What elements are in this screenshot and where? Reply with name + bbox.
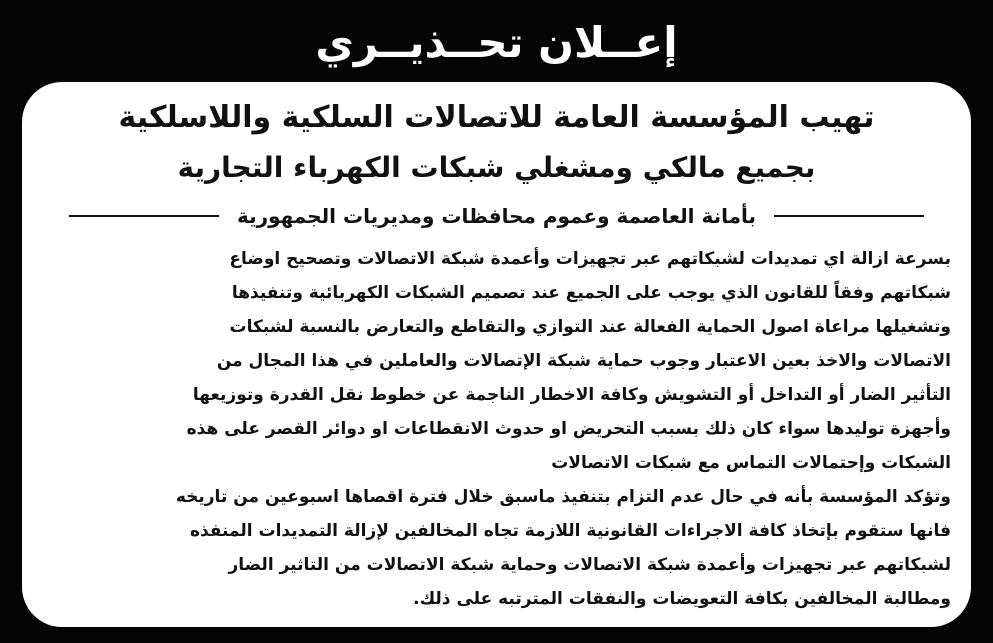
left-rule: [69, 215, 219, 217]
body-line-10: لشبكاتهم عبر تجهيزات وأعمدة شبكة الاتصالات وحماية شبكة الاتصالات من التاثير الضار: [228, 555, 951, 575]
body-line-11: ومطالبة المخالفين بكافة التعويضات والنفقات المترتبه على ذلك.: [413, 589, 951, 609]
heading-line-1: تهيب المؤسسة العامة للاتصالات السلكية واللاسلكية: [118, 100, 875, 135]
body-line-3: وتشغيلها مراعاة اصول الحماية الفعالة عند التوازي والتقاطع والتعارض بالنسبة لشبكات: [229, 317, 951, 337]
body-line-9: فانها ستقوم بإتخاذ كافة الاجراءات القانونية اللازمة تجاه المخالفين لإزالة التمديدات المنفذه: [189, 521, 951, 541]
body-line-1: بسرعة ازالة اي تمديدات لشبكاتهم عبر تجهيزات وأعمدة شبكة الاتصالات وتصحيح اوضاع: [229, 249, 951, 269]
body-line-6: وأجهزة توليدها سواء كان ذلك بسبب التحريض او حدوث الانقطاعات او دوائر القصر على هذه: [186, 419, 951, 439]
subheading-row: [52, 198, 941, 234]
body-line-7: الشبكات وإحتمالات التماس مع شبكات الاتصالات: [551, 453, 951, 473]
notice-title: إعــلان تحــذيــري: [315, 18, 678, 67]
right-rule: [774, 215, 924, 217]
notice-body: [42, 242, 951, 618]
body-line-4: الاتصالات والاخذ بعين الاعتبار وجوب حماية شبكة الإتصالات والعاملين في هذا المجال من: [216, 351, 951, 371]
heading-line-2: بجميع مالكي ومشغلي شبكات الكهرباء التجارية: [177, 151, 816, 184]
body-line-5: التأثير الضار أو التداخل أو التشويش وكافة الاخطار الناجمة عن خطوط نقل القدرة وتوزيعها: [192, 385, 951, 405]
notice-panel: [22, 82, 971, 627]
body-line-8: وتؤكد المؤسسة بأنه في حال عدم التزام بتنفيذ ماسبق خلال فترة اقصاها اسبوعين من تاريخه: [175, 487, 951, 507]
subheading: بأمانة العاصمة وعموم محافظات ومديريات الجمهورية: [236, 204, 757, 228]
body-line-2: شبكاتهم وفقاً للقانون الذي يوجب على الجميع عند تصميم الشبكات الكهربائية وتنفيذها: [231, 283, 951, 303]
